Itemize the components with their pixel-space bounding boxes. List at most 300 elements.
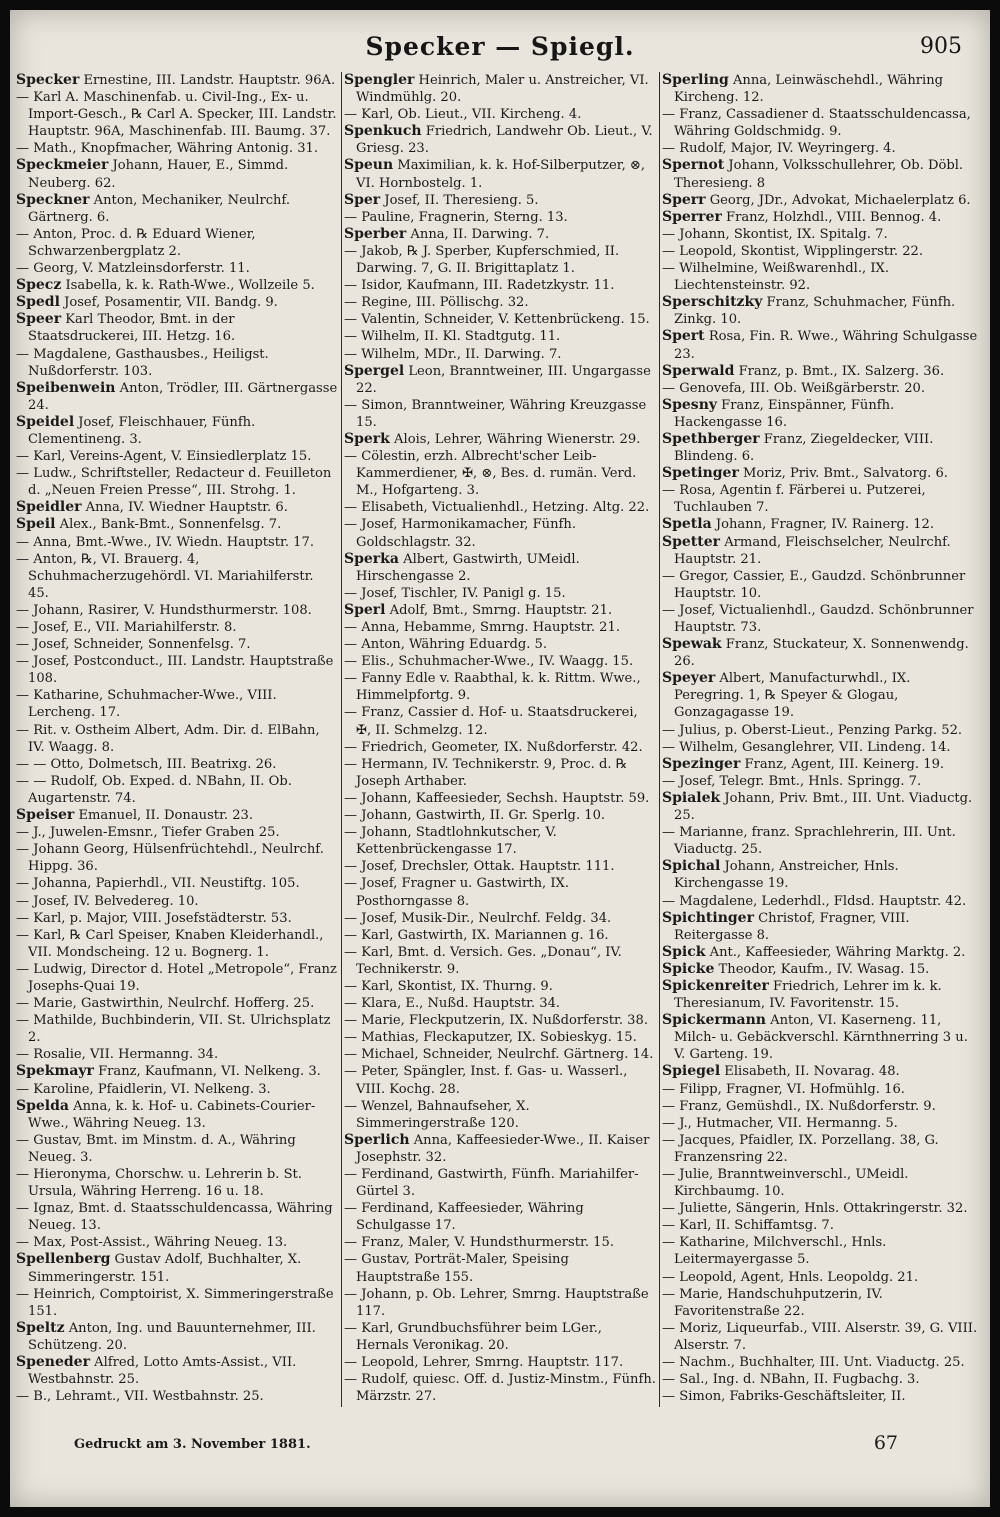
directory-entry bbox=[16, 636, 338, 653]
directory-entry bbox=[16, 653, 338, 687]
directory-entry bbox=[16, 687, 338, 721]
page-number: 905 bbox=[920, 34, 962, 59]
entry-text: Anna, k. k. Hof- u. Cabinets-Courier-Wwe., Währing Neueg. 13. bbox=[28, 1098, 316, 1131]
directory-entry bbox=[662, 192, 980, 209]
entry-text: Isabella, k. k. Rath-Wwe., Wollzeile 5. bbox=[61, 278, 315, 294]
entry-text: — Josef, Postconduct., III. Landstr. Hauptstraße 108. bbox=[16, 654, 334, 687]
directory-entry bbox=[16, 277, 338, 294]
directory-entry bbox=[344, 1012, 656, 1029]
entry-text: — Julie, Branntweinverschl., UMeidl. Kirchbaumg. 10. bbox=[662, 1167, 909, 1200]
entry-text: Anton, Ing. und Bauunternehmer, III. Schützeng. 20. bbox=[28, 1320, 316, 1353]
entry-surname: Speckmeier bbox=[16, 157, 109, 174]
entry-text: — Peter, Spängler, Inst. f. Gas- u. Wasserl., VIII. Kochg. 28. bbox=[344, 1064, 628, 1097]
entry-text: Theodor, Kaufm., IV. Wasag. 15. bbox=[714, 961, 930, 977]
directory-entry bbox=[662, 1354, 980, 1371]
entry-text: Rosa, Fin. R. Wwe., Währing Schulgasse 23. bbox=[674, 329, 978, 362]
entry-text: — Josef, Fragner u. Gastwirth, IX. Posthorngasse 8. bbox=[344, 876, 570, 909]
directory-entry bbox=[662, 157, 980, 191]
directory-entry bbox=[16, 961, 338, 995]
entry-text: — Sal., Ing. d. NBahn, II. Fugbachg. 3. bbox=[662, 1372, 920, 1388]
entry-text: — Johann, Kaffeesieder, Sechsh. Hauptstr. 59. bbox=[344, 790, 650, 806]
directory-entry bbox=[662, 516, 980, 533]
directory-entry bbox=[662, 226, 980, 243]
entry-text: Franz, Schuhmacher, Fünfh. Zinkg. 10. bbox=[674, 295, 956, 328]
directory-entry bbox=[662, 944, 980, 961]
entry-text: — Wilhelmine, Weißwarenhdl., IX. Liechtensteinstr. 92. bbox=[662, 261, 890, 294]
directory-entry bbox=[662, 1371, 980, 1388]
entry-text: Adolf, Bmt., Smrng. Hauptstr. 21. bbox=[385, 602, 613, 618]
entry-text: Anna, IV. Wiedner Hauptstr. 6. bbox=[81, 500, 288, 516]
entry-text: — J., Hutmacher, VII. Hermanng. 5. bbox=[662, 1115, 898, 1131]
entry-text: Alois, Lehrer, Währing Wienerstr. 29. bbox=[389, 431, 641, 447]
directory-entry bbox=[344, 858, 656, 875]
entry-text: — Hermann, IV. Technikerstr. 9, Proc. d. ℞ Joseph Arthaber. bbox=[344, 756, 628, 789]
directory-entry bbox=[16, 226, 338, 260]
entry-text: — Julius, p. Oberst-Lieut., Penzing Parkg. 52. bbox=[662, 722, 963, 738]
directory-entry bbox=[662, 431, 980, 465]
entry-text: — Leopold, Skontist, Wipplingerstr. 22. bbox=[662, 243, 924, 259]
entry-surname: Spickenreiter bbox=[662, 977, 769, 994]
entry-text: Franz, Stuckateur, X. Sonnenwendg. 26. bbox=[674, 637, 969, 670]
directory-entry bbox=[16, 551, 338, 602]
entry-text: — Josef, Musik-Dir., Neulrchf. Feldg. 34. bbox=[344, 910, 612, 926]
entry-text: — Josef, Tischler, IV. Panigl g. 15. bbox=[344, 585, 566, 601]
directory-entry bbox=[662, 1269, 980, 1286]
entry-text: — Franz, Maler, V. Hundsthurmerstr. 15. bbox=[344, 1235, 614, 1251]
directory-entry bbox=[662, 534, 980, 568]
directory-entry bbox=[662, 380, 980, 397]
entry-surname: Spengler bbox=[344, 72, 415, 88]
directory-entry bbox=[344, 910, 656, 927]
entry-text: — Michael, Schneider, Neulrchf. Gärtnerg. 14. bbox=[344, 1047, 654, 1063]
entry-text: — Ignaz, Bmt. d. Staatsschuldencassa, Währing Neueg. 13. bbox=[16, 1201, 333, 1234]
directory-entry bbox=[16, 1320, 338, 1354]
entry-surname: Spichtinger bbox=[662, 909, 754, 926]
directory-entry bbox=[16, 294, 338, 311]
entry-surname: Sperschitzky bbox=[662, 294, 763, 311]
entry-text: — Mathias, Fleckaputzer, IX. Sobieskyg. 15. bbox=[344, 1030, 637, 1046]
entry-text: — Anton, Proc. d. ℞ Eduard Wiener, Schwarzenbergplatz 2. bbox=[16, 226, 256, 259]
entry-surname: Speibenwein bbox=[16, 379, 116, 396]
entry-text: Alex., Bank-Bmt., Sonnenfelsg. 7. bbox=[55, 517, 282, 533]
entry-surname: Speun bbox=[344, 157, 394, 174]
entry-surname: Sperl bbox=[344, 601, 386, 618]
entry-text: — Josef, Schneider, Sonnenfelsg. 7. bbox=[16, 637, 251, 653]
directory-entry bbox=[662, 1217, 980, 1234]
entry-surname: Sperrer bbox=[662, 208, 722, 225]
entry-text: Anna, Leinwäschehdl., Währing Kircheng. 12. bbox=[674, 73, 944, 106]
entry-text: — Karl, II. Schiffamtsg. 7. bbox=[662, 1218, 834, 1234]
entry-text: — Georg, V. Matzleinsdorferstr. 11. bbox=[16, 261, 250, 277]
directory-entry bbox=[16, 841, 338, 875]
entry-surname: Spezinger bbox=[662, 755, 741, 772]
entry-surname: Spekmayr bbox=[16, 1063, 94, 1080]
entry-text: Maximilian, k. k. Hof-Silberputzer, ⊗, VI. Hornbostelg. 1. bbox=[356, 158, 646, 191]
entry-text: — Karl, Skontist, IX. Thurng. 9. bbox=[344, 978, 553, 994]
entry-text: — Rit. v. Ostheim Albert, Adm. Dir. d. ElBahn, IV. Waagg. 8. bbox=[16, 722, 320, 755]
directory-entry bbox=[662, 910, 980, 944]
directory-entry bbox=[16, 260, 338, 277]
directory-entry bbox=[344, 1029, 656, 1046]
entry-text: — Friedrich, Geometer, IX. Nußdorferstr. 42. bbox=[344, 739, 643, 755]
entry-text: — Josef, Telegr. Bmt., Hnls. Springg. 7. bbox=[662, 773, 922, 789]
directory-entry bbox=[662, 739, 980, 756]
directory-entry bbox=[344, 653, 656, 670]
entry-text: Johann, Anstreicher, Hnls. Kirchengasse 19. bbox=[674, 859, 899, 892]
column-right bbox=[662, 72, 980, 1407]
entry-surname: Spicke bbox=[662, 960, 715, 977]
entry-text: Anton, Trödler, III. Gärtnergasse 24. bbox=[28, 380, 338, 413]
entry-text: — Jacques, Pfaidler, IX. Porzellang. 38, G. Franzensring 22. bbox=[662, 1132, 939, 1165]
directory-entry bbox=[662, 1234, 980, 1268]
entry-surname: Specz bbox=[16, 277, 62, 294]
entry-text: — Hieronyma, Chorschw. u. Lehrerin b. St. Ursula, Währing Herreng. 16 u. 18. bbox=[16, 1167, 302, 1200]
entry-text: Josef, Fleischhauer, Fünfh. Clementineng. 3. bbox=[28, 414, 256, 447]
directory-entry bbox=[662, 1132, 980, 1166]
entry-surname: Sperka bbox=[344, 550, 399, 567]
entry-text: — Rosalie, VII. Hermanng. 34. bbox=[16, 1047, 219, 1063]
directory-entry bbox=[344, 243, 656, 277]
directory-entry bbox=[16, 1388, 338, 1405]
entry-text: — Karl, ℞ Carl Speiser, Knaben Kleiderhandl., VII. Mondscheing. 12 u. Bognerg. 1. bbox=[16, 927, 324, 960]
directory-entry bbox=[344, 1166, 656, 1200]
directory-entry bbox=[344, 739, 656, 756]
directory-entry bbox=[16, 72, 338, 89]
entry-text: — Karl, p. Major, VIII. Josefstädterstr. 53. bbox=[16, 910, 292, 926]
entry-text: — Magdalene, Gasthausbes., Heiligst. Nußdorferstr. 103. bbox=[16, 346, 269, 379]
directory-entry bbox=[16, 807, 338, 824]
entry-surname: Spetla bbox=[662, 516, 712, 533]
directory-entry bbox=[344, 277, 656, 294]
entry-text: — Johann, Skontist, IX. Spitalg. 7. bbox=[662, 226, 888, 242]
directory-entry bbox=[344, 756, 656, 790]
entry-text: — Ferdinand, Kaffeesieder, Währing Schulgasse 17. bbox=[344, 1201, 584, 1234]
entry-text: — Karoline, Pfaidlerin, VI. Nelkeng. 3. bbox=[16, 1081, 271, 1097]
directory-entry bbox=[16, 1063, 338, 1080]
entry-text: — Gustav, Porträt-Maler, Speising Hauptstraße 155. bbox=[344, 1252, 569, 1285]
entry-text: Franz, Kaufmann, VI. Nelkeng. 3. bbox=[93, 1064, 321, 1080]
entry-surname: Spergel bbox=[344, 362, 405, 379]
entry-text: — Simon, Fabriks-Geschäftsleiter, II. bbox=[662, 1389, 906, 1405]
entry-text: — Gregor, Cassier, E., Gaudzd. Schönbrunner Hauptstr. 10. bbox=[662, 568, 966, 601]
entry-text: — Gustav, Bmt. im Minstm. d. A., Währing Neueg. 3. bbox=[16, 1132, 296, 1165]
entry-text: Franz, p. Bmt., IX. Salzerg. 36. bbox=[734, 363, 945, 379]
directory-entry bbox=[662, 294, 980, 328]
directory-entry bbox=[16, 1234, 338, 1251]
entry-text: — Klara, E., Nußd. Hauptstr. 34. bbox=[344, 996, 561, 1012]
directory-entry bbox=[16, 875, 338, 892]
entry-text: — Valentin, Schneider, V. Kettenbrückeng. 15. bbox=[344, 312, 650, 328]
directory-entry bbox=[344, 1046, 656, 1063]
directory-entry bbox=[662, 72, 980, 106]
entry-text: — Filipp, Fragner, VI. Hofmühlg. 16. bbox=[662, 1081, 905, 1097]
entry-text: — Simon, Branntweiner, Währing Kreuzgasse 15. bbox=[344, 397, 647, 430]
entry-text: — Marie, Gastwirthin, Neulrchf. Hofferg. 25. bbox=[16, 996, 315, 1012]
directory-entry bbox=[344, 875, 656, 909]
directory-entry bbox=[16, 756, 338, 773]
entry-text: — Johann, p. Ob. Lehrer, Smrng. Hauptstraße 117. bbox=[344, 1286, 649, 1319]
directory-entry bbox=[16, 927, 338, 961]
entry-surname: Sperlich bbox=[344, 1131, 410, 1148]
directory-entry bbox=[344, 1132, 656, 1166]
entry-surname: Speil bbox=[16, 516, 56, 533]
directory-entry bbox=[662, 602, 980, 636]
entry-text: Franz, Holzhdl., VIII. Bennog. 4. bbox=[721, 209, 942, 225]
directory-entry bbox=[662, 978, 980, 1012]
entry-text: Elisabeth, II. Novarag. 48. bbox=[720, 1064, 900, 1080]
directory-entry bbox=[16, 910, 338, 927]
entry-text: — Karl, Ob. Lieut., VII. Kircheng. 4. bbox=[344, 107, 582, 123]
directory-entry bbox=[16, 448, 338, 465]
directory-entry bbox=[344, 585, 656, 602]
directory-entry bbox=[344, 448, 656, 499]
directory-entry bbox=[344, 1063, 656, 1097]
entry-text: Anna, II. Darwing. 7. bbox=[406, 226, 550, 242]
entry-text: Franz, Agent, III. Keinerg. 19. bbox=[740, 756, 945, 772]
directory-entry bbox=[16, 380, 338, 414]
directory-entry bbox=[662, 568, 980, 602]
entry-text: — Elisabeth, Victualienhdl., Hetzing. Altg. 22. bbox=[344, 500, 650, 516]
entry-text: Moriz, Priv. Bmt., Salvatorg. 6. bbox=[738, 466, 948, 482]
directory-entry bbox=[662, 636, 980, 670]
directory-entry bbox=[16, 1286, 338, 1320]
directory-entry bbox=[662, 328, 980, 362]
entry-surname: Spialek bbox=[662, 789, 721, 806]
directory-entry bbox=[16, 1251, 338, 1285]
page-title: Specker — Spiegl. bbox=[365, 32, 635, 61]
directory-entry bbox=[344, 72, 656, 106]
directory-entry bbox=[344, 670, 656, 704]
directory-entry bbox=[662, 670, 980, 721]
entry-text: Franz, Einspänner, Fünfh. Hackengasse 16. bbox=[674, 397, 895, 430]
directory-entry bbox=[344, 978, 656, 995]
directory-entry bbox=[344, 346, 656, 363]
entry-text: — Jakob, ℞ J. Sperber, Kupferschmied, II. Darwing. 7, G. II. Brigittaplatz 1. bbox=[344, 243, 620, 277]
entry-text: Heinrich, Maler u. Anstreicher, VI. Windmühlg. 20. bbox=[356, 73, 649, 106]
entry-surname: Speiser bbox=[16, 807, 75, 824]
directory-entry bbox=[344, 790, 656, 807]
column-left bbox=[16, 72, 338, 1407]
entry-text: — Nachm., Buchhalter, III. Unt. Viaductg. 25. bbox=[662, 1355, 965, 1371]
directory-entry bbox=[662, 773, 980, 790]
entry-text: — Karl, Vereins-Agent, V. Einsiedlerplatz 15. bbox=[16, 449, 312, 465]
entry-text: — — Rudolf, Ob. Exped. d. NBahn, II. Ob. Augartenstr. 74. bbox=[16, 773, 292, 806]
column-divider bbox=[659, 72, 660, 1407]
entry-text: — Franz, Gemüshdl., IX. Nußdorferstr. 9. bbox=[662, 1098, 936, 1114]
entry-surname: Spedl bbox=[16, 294, 60, 311]
entry-text: — Franz, Cassadiener d. Staatsschuldencassa, Währing Goldschmidg. 9. bbox=[662, 107, 971, 140]
directory-entry bbox=[16, 619, 338, 636]
entry-surname: Speer bbox=[16, 311, 62, 328]
directory-entry bbox=[662, 858, 980, 892]
entry-text: Gustav Adolf, Buchhalter, X. Simmeringerstr. 151. bbox=[28, 1252, 302, 1285]
entry-text: — Josef, IV. Belvedereg. 10. bbox=[16, 893, 199, 909]
directory-entry bbox=[344, 516, 656, 550]
directory-entry bbox=[344, 704, 656, 738]
entry-text: — Anton, Währing Eduardg. 5. bbox=[344, 637, 548, 653]
entry-text: — Ludwig, Director d. Hotel „Metropole“, Franz Josephs-Quai 19. bbox=[16, 961, 337, 994]
entry-surname: Speidler bbox=[16, 499, 82, 516]
directory-entry bbox=[16, 1012, 338, 1046]
directory-entry bbox=[16, 1354, 338, 1388]
entry-text: Josef, Posamentir, VII. Bandg. 9. bbox=[59, 295, 278, 311]
directory-entry bbox=[662, 363, 980, 380]
entry-text: Christof, Fragner, VIII. Reitergasse 8. bbox=[674, 910, 910, 943]
entry-text: — Regine, III. Pöllischg. 32. bbox=[344, 295, 529, 311]
entry-surname: Speidel bbox=[16, 413, 75, 430]
directory-entry bbox=[662, 790, 980, 824]
entry-text bbox=[16, 1406, 328, 1407]
entry-surname: Spelda bbox=[16, 1097, 69, 1114]
entry-text: — Karl, Grundbuchsführer beim LGer., Hernals Veronikag. 20. bbox=[344, 1320, 602, 1353]
entry-text: — Pauline, Fragnerin, Sterng. 13. bbox=[344, 209, 568, 225]
entry-text: Anton, VI. Kaserneng. 11, Milch- u. Gebäckverschl. Kärnthnerring 3 u. V. Garteng. 19. bbox=[674, 1013, 968, 1063]
entry-text: — Johann, Gastwirth, II. Gr. Sperlg. 10. bbox=[344, 808, 606, 824]
directory-entry bbox=[344, 192, 656, 209]
directory-entry bbox=[662, 1320, 980, 1354]
directory-entry bbox=[344, 1098, 656, 1132]
directory-entry bbox=[16, 773, 338, 807]
directory-entry bbox=[344, 157, 656, 191]
directory-entry bbox=[16, 534, 338, 551]
directory-entry bbox=[344, 944, 656, 978]
entry-text: — Cölestin, erzh. Albrecht'scher Leib-Kammerdiener, ✠, ⊗, Bes. d. rumän. Verd. M., Hofgarteng. 3. bbox=[344, 449, 637, 499]
directory-entry bbox=[662, 1115, 980, 1132]
directory-entry bbox=[344, 551, 656, 585]
directory-entry bbox=[16, 1046, 338, 1063]
entry-text: — Anna, Hebamme, Smrng. Hauptstr. 21. bbox=[344, 620, 621, 635]
directory-entry bbox=[344, 1354, 656, 1371]
directory-entry bbox=[16, 893, 338, 910]
entry-text: — Josef, E., VII. Mariahilferstr. 8. bbox=[16, 620, 237, 635]
entry-surname: Speyer bbox=[662, 670, 716, 687]
entry-text: — Rosa, Agentin f. Färberei u. Putzerei, Tuchlauben 7. bbox=[662, 483, 926, 516]
directory-entry bbox=[344, 619, 656, 636]
entry-text: — Karl A. Maschinenfab. u. Civil-Ing., Ex- u. Import-Gesch., ℞ Carl A. Specker, III. Landstr. Hauptstr. 96A, Maschinenfab. III. Baumg. 37. bbox=[16, 90, 337, 140]
entry-text: — Johann Georg, Hülsenfrüchtehdl., Neulrchf. Hippg. 36. bbox=[16, 842, 324, 875]
entry-text: Anton, Mechaniker, Neulrchf. Gärtnerg. 6. bbox=[28, 192, 291, 225]
entry-text: — Franz, Cassier d. Hof- u. Staatsdruckerei, ✠, II. Schmelzg. 12. bbox=[344, 705, 638, 738]
entry-text: — Max, Post-Assist., Währing Neueg. 13. bbox=[16, 1235, 288, 1251]
directory-entry bbox=[662, 243, 980, 260]
entry-text: — Genovefa, III. Ob. Weißgärberstr. 20. bbox=[662, 380, 926, 396]
directory-entry bbox=[344, 1320, 656, 1354]
entry-text: — Karl, Bmt. d. Versich. Ges. „Donau“, IV. Technikerstr. 9. bbox=[344, 944, 622, 977]
entry-text: Armand, Fleischselcher, Neulrchf. Hauptstr. 21. bbox=[674, 534, 951, 567]
entry-surname: Spetter bbox=[662, 533, 721, 550]
directory-entry bbox=[16, 311, 338, 345]
directory-entry bbox=[344, 328, 656, 345]
entry-text: — Wilhelm, MDr., II. Darwing. 7. bbox=[344, 346, 562, 362]
entry-text: — Juliette, Sängerin, Hnls. Ottakringerstr. 32. bbox=[662, 1201, 968, 1217]
directory-entry bbox=[344, 226, 656, 243]
entry-text: Franz, Ziegeldecker, VIII. Blindeng. 6. bbox=[674, 431, 934, 465]
entry-text: Albert, Gastwirth, UMeidl. Hirschengasse 2. bbox=[356, 551, 580, 584]
entry-text: — Ferdinand, Gastwirth, Fünfh. Mariahilfer-Gürtel 3. bbox=[344, 1167, 639, 1200]
directory-entry bbox=[16, 1405, 338, 1407]
directory-entry bbox=[344, 123, 656, 157]
entry-text: — Isidor, Kaufmann, III. Radetzkystr. 11. bbox=[344, 278, 615, 294]
entry-surname: Speltz bbox=[16, 1319, 65, 1336]
entry-text: Albert, Manufacturwhdl., IX. Peregring. 1, ℞ Speyer & Glogau, Gonzagagasse 19. bbox=[674, 671, 911, 721]
directory-entry bbox=[344, 1405, 656, 1407]
entry-text: — Math., Knopfmacher, Währing Antonig. 31. bbox=[16, 141, 319, 157]
entry-text: Johann, Fragner, IV. Rainerg. 12. bbox=[711, 517, 935, 533]
entry-surname: Spert bbox=[662, 328, 705, 345]
entry-text: — Leopold, Lehrer, Smrng. Hauptstr. 117. bbox=[344, 1355, 624, 1371]
directory-entry bbox=[16, 1200, 338, 1234]
entry-text bbox=[344, 1406, 629, 1407]
entry-text: Karl Theodor, Bmt. in der Staatsdruckerei, III. Hetzg. 16. bbox=[28, 312, 236, 345]
print-date: Gedruckt am 3. November 1881. bbox=[74, 1437, 311, 1452]
directory-entry bbox=[662, 260, 980, 294]
directory-entry bbox=[662, 1081, 980, 1098]
directory-entry bbox=[16, 157, 338, 191]
directory-entry bbox=[16, 465, 338, 499]
entry-text: — Magdalene, Lederhdl., Fldsd. Hauptstr. 42. bbox=[662, 893, 967, 909]
entry-text: Ernestine, III. Landstr. Hauptstr. 96A. bbox=[79, 73, 336, 88]
entry-surname: Spenkuch bbox=[344, 123, 422, 140]
directory-entry bbox=[662, 1012, 980, 1063]
directory-entry bbox=[662, 140, 980, 157]
entry-text: — Johann, Stadtlohnkutscher, V. Kettenbrückengasse 17. bbox=[344, 825, 557, 858]
directory-entry bbox=[662, 824, 980, 858]
entry-text: — Leopold, Agent, Hnls. Leopoldg. 21. bbox=[662, 1269, 919, 1285]
entry-text: Friedrich, Landwehr Ob. Lieut., V. Griesg. 23. bbox=[356, 124, 653, 157]
entry-surname: Sperwald bbox=[662, 362, 735, 379]
entry-text: — Anton, ℞, VI. Brauerg. 4, Schuhmacherzugehördl. VI. Mariahilferstr. 45. bbox=[16, 551, 314, 601]
entry-surname: Spethberger bbox=[662, 430, 760, 447]
entry-surname: Spesny bbox=[662, 396, 718, 413]
entry-text: — Josef, Harmonikamacher, Fünfh. Goldschlagstr. 32. bbox=[344, 517, 576, 550]
directory-entry bbox=[344, 807, 656, 824]
directory-entry bbox=[344, 294, 656, 311]
directory-entry bbox=[344, 106, 656, 123]
directory-entry bbox=[344, 1286, 656, 1320]
entry-text: Johann, Volksschullehrer, Ob. Döbl. Theresieng. 8 bbox=[674, 158, 964, 191]
entry-text: — Wilhelm, Gesanglehrer, VII. Lindeng. 14. bbox=[662, 739, 951, 755]
entry-text: — Wenzel, Bahnaufseher, X. Simmeringerstraße 120. bbox=[344, 1098, 530, 1131]
directory-entry bbox=[662, 722, 980, 739]
directory-entry bbox=[344, 602, 656, 619]
entry-text: — Katharine, Milchverschl., Hnls. Leitermayergasse 5. bbox=[662, 1235, 887, 1268]
entry-surname: Speckner bbox=[16, 191, 90, 208]
column-middle bbox=[344, 72, 656, 1407]
directory-entry bbox=[662, 465, 980, 482]
entry-text: Alfred, Lotto Amts-Assist., VII. Westbahnstr. 25. bbox=[28, 1355, 297, 1388]
entry-text: Emanuel, II. Donaustr. 23. bbox=[74, 808, 254, 824]
entry-surname: Spick bbox=[662, 943, 706, 960]
directory-entry bbox=[344, 499, 656, 516]
entry-surname: Speneder bbox=[16, 1354, 90, 1371]
directory-entry bbox=[16, 1132, 338, 1166]
directory-entry bbox=[344, 209, 656, 226]
entry-text: Johann, Hauer, E., Simmd. Neuberg. 62. bbox=[28, 158, 289, 191]
directory-entry bbox=[16, 414, 338, 448]
directory-entry bbox=[662, 209, 980, 226]
entry-text: — Josef, Drechsler, Ottak. Hauptstr. 111. bbox=[344, 859, 615, 875]
directory-entry bbox=[344, 927, 656, 944]
directory-entry bbox=[662, 961, 980, 978]
entry-text: Georg, JDr., Advokat, Michaelerplatz 6. bbox=[705, 192, 971, 208]
signature-mark: 67 bbox=[873, 1432, 898, 1454]
entry-text: — B., Lehramt., VII. Westbahnstr. 25. bbox=[16, 1389, 264, 1405]
entry-surname: Sperber bbox=[344, 225, 407, 242]
entry-surname: Sperk bbox=[344, 430, 390, 447]
entry-text: Josef, II. Theresieng. 5. bbox=[380, 192, 539, 208]
directory-entry bbox=[662, 756, 980, 773]
entry-text: — Marie, Fleckputzerin, IX. Nußdorferstr. 38. bbox=[344, 1013, 648, 1029]
